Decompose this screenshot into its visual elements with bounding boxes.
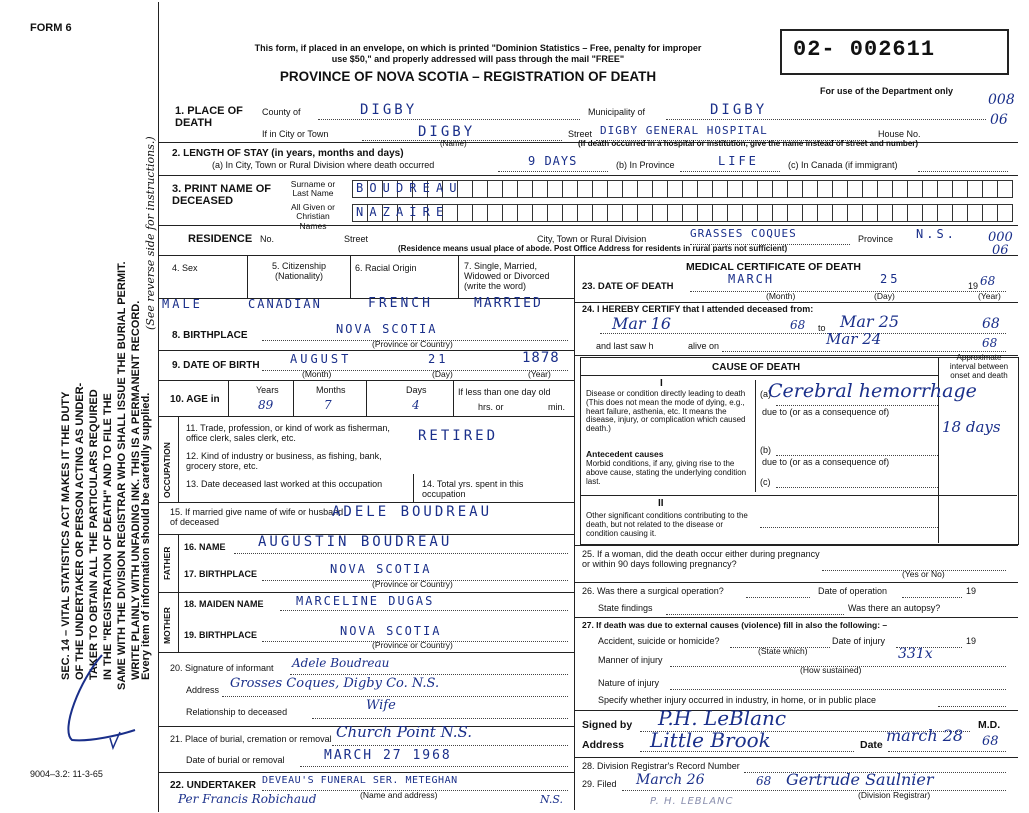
signature-date-year: 68 xyxy=(982,734,999,749)
registrar-signature: Gertrude Saulnier xyxy=(786,770,934,789)
father-birthplace-label: 17. BIRTHPLACE xyxy=(184,569,258,579)
registrar-caption: (Division Registrar) xyxy=(858,790,931,800)
interval-label: Approximate interval between onset and death xyxy=(949,353,1009,380)
rule xyxy=(413,474,414,502)
attended-to: Mar 25 xyxy=(840,312,900,331)
undertaker-province: N.S. xyxy=(540,793,564,806)
surname-value: BOUDREAU xyxy=(356,181,463,195)
sex-value: MALE xyxy=(162,297,203,311)
attended-to-year: 68 xyxy=(982,316,1000,332)
father-name-value: AUGUSTIN BOUDREAU xyxy=(258,534,453,550)
yes-no-caption: (Yes or No) xyxy=(902,569,945,579)
days-label: Days xyxy=(406,385,427,395)
residence-street-label: Street xyxy=(344,234,369,244)
rule xyxy=(158,592,178,593)
dept-code: 06 xyxy=(992,243,1009,258)
left-border xyxy=(158,2,159,812)
given-names-value: NAZAIRE xyxy=(356,205,450,219)
injury-code: 331x xyxy=(898,646,933,662)
place-of-death-label: 1. PLACE OF DEATH xyxy=(175,105,243,129)
street-label: Street xyxy=(568,129,593,139)
given-names-cells xyxy=(352,204,1013,222)
pregnancy-question: 25. If a woman, did the death occur either during pregnancy or within 90 days following pregnancy? xyxy=(582,549,820,569)
rule xyxy=(158,175,1018,176)
form-title: PROVINCE OF NOVA SCOTIA – REGISTRATION OF DEATH xyxy=(279,69,657,84)
physician-signature: P.H. LeBlanc xyxy=(658,706,787,730)
side-notice-line: TAKER TO OBTAIN ALL THE PARTICULARS REQUIRED xyxy=(88,389,100,680)
father-name-label: 16. NAME xyxy=(184,542,226,552)
how-sustained-caption: (How sustained) xyxy=(800,665,862,675)
residence-no-label: No. xyxy=(260,234,275,244)
residence-province-label: Province xyxy=(858,234,894,244)
rule xyxy=(580,375,938,376)
hrs-label: hrs. or xyxy=(478,402,504,412)
interval-a-value: 18 days xyxy=(942,418,1001,436)
informant-address: Grosses Coques, Digby Co. N.S. xyxy=(230,676,440,691)
last-saw-label: and last saw h xyxy=(596,341,654,351)
street-value: DIGBY GENERAL HOSPITAL xyxy=(600,124,768,137)
stay-a-label: (a) In City, Town or Rural Division where death occurred xyxy=(212,160,435,170)
industry-label: 12. Kind of industry or business, as fishing, bank, grocery store, etc. xyxy=(186,451,382,471)
rule xyxy=(574,617,1018,618)
undertaker-label: 22. UNDERTAKER xyxy=(170,780,256,791)
rule xyxy=(574,757,1018,758)
external-causes-label: 27. If death was due to external causes (violence) fill in also the following: – xyxy=(582,620,888,630)
day-caption: (Day) xyxy=(432,369,453,379)
mail-notice-line1: This form, if placed in an envelope, on which is printed "Dominion Statistics – Free, penalty for improper xyxy=(254,43,702,53)
cause-a-value: Cerebral hemorrhage xyxy=(768,380,977,402)
mother-birthplace-value: NOVA SCOTIA xyxy=(340,624,442,638)
filed-year: 68 xyxy=(756,774,772,788)
stay-b-value: LIFE xyxy=(718,154,759,168)
due-to-label-b: due to (or as a consequence of) xyxy=(762,457,890,467)
informant-address-label: Address xyxy=(186,685,220,695)
rule xyxy=(293,380,294,416)
undertaker-value: DEVEAU'S FUNERAL SER. METEGHAN xyxy=(262,775,458,786)
attended-from-year: 68 xyxy=(790,318,806,332)
birthplace-label: 8. BIRTHPLACE xyxy=(172,330,248,341)
state-findings-label: State findings xyxy=(598,603,653,613)
accident-label: Accident, suicide or homicide? xyxy=(598,636,720,646)
part-two-label: II xyxy=(658,498,664,509)
department-use: For use of the Department only xyxy=(820,86,954,96)
antecedent-label: Antecedent causes xyxy=(586,449,664,459)
mail-notice-line2: use $50," and properly addressed will pass through the mail "FREE" xyxy=(331,54,625,64)
rule xyxy=(178,416,179,502)
rule xyxy=(158,592,574,593)
undertaker-signature: Per Francis Robichaud xyxy=(178,792,317,806)
year-prefix-2: 19 xyxy=(966,636,977,646)
nature-of-injury-label: Nature of injury xyxy=(598,678,660,688)
rule xyxy=(158,350,574,351)
death-day: 25 xyxy=(880,272,901,286)
trade-label: 11. Trade, profession, or kind of work as fisherman, office clerk, sales clerk, etc. xyxy=(186,423,390,443)
last-saw-date: Mar 24 xyxy=(826,330,882,348)
rule xyxy=(350,255,351,298)
burial-place-label: 21. Place of burial, cremation or removal xyxy=(170,734,332,744)
rule xyxy=(158,255,1018,256)
cause-a-prefix: (a) xyxy=(760,389,771,399)
less-than-day-label: If less than one day old xyxy=(458,387,551,397)
last-saw-year: 68 xyxy=(982,336,998,350)
name-caption: (Name) xyxy=(440,139,467,148)
city-value: DIGBY xyxy=(418,124,476,140)
date-label: Date xyxy=(860,739,883,751)
occupation-section-label: OCCUPATION xyxy=(162,442,172,498)
rule xyxy=(178,534,179,652)
mother-birthplace-caption: (Province or Country) xyxy=(372,640,453,650)
rule xyxy=(453,380,454,416)
citizenship-label: 5. Citizenship (Nationality) xyxy=(271,261,327,281)
birthplace-caption: (Province or Country) xyxy=(372,339,453,349)
rule xyxy=(574,582,1018,583)
marital-status-label: 7. Single, Married, Widowed or Divorced (write the word) xyxy=(464,261,550,291)
residence-city-value: GRASSES COQUES xyxy=(690,227,797,240)
side-notice-line: (See reverse side for instructions.) xyxy=(144,136,157,330)
trade-value: RETIRED xyxy=(418,428,499,444)
rule xyxy=(458,255,459,298)
rule xyxy=(574,710,1018,711)
rule xyxy=(755,380,756,492)
part-one-label: I xyxy=(660,378,663,389)
sex-label: 4. Sex xyxy=(172,263,198,273)
given-names-label: All Given or Christian Names xyxy=(291,202,335,231)
year-caption: (Year) xyxy=(978,291,1001,301)
rule xyxy=(574,545,1018,546)
county-value: DIGBY xyxy=(360,102,418,118)
racial-origin-label: 6. Racial Origin xyxy=(355,263,417,273)
mother-maiden-label: 18. MAIDEN NAME xyxy=(184,599,264,609)
registration-number: 02- 002611 xyxy=(793,37,936,62)
stay-label: 2. LENGTH OF STAY (in years, months and days) xyxy=(172,148,404,159)
antecedent-description: Morbid conditions, if any, giving rise to the above cause, stating the underlying condition last. xyxy=(586,459,747,486)
age-days: 4 xyxy=(412,398,420,412)
spouse-value: ADELE BOUDREAU xyxy=(332,504,493,520)
father-birthplace-caption: (Province or Country) xyxy=(372,579,453,589)
municipality-value: DIGBY xyxy=(710,102,768,118)
rule xyxy=(366,380,367,416)
date-of-death-label: 23. DATE OF DEATH xyxy=(582,281,674,292)
burial-place-value: Church Point N.S. xyxy=(336,723,473,741)
other-conditions-label: Other significant conditions contributing to the death, but not related to the disease or condition causing it. xyxy=(586,511,748,538)
mother-maiden-value: MARCELINE DUGAS xyxy=(296,594,435,608)
min-label: min. xyxy=(548,402,566,412)
rule xyxy=(580,495,1017,496)
physician-address: Little Brook xyxy=(650,728,771,752)
rule xyxy=(228,380,229,416)
rule xyxy=(158,652,574,653)
signature-date: march 28 xyxy=(886,726,964,745)
specify-injury-label: Specify whether injury occurred in industry, in home, or in public place xyxy=(598,695,876,705)
burial-date-value: MARCH 27 1968 xyxy=(324,748,452,763)
rule xyxy=(158,502,574,503)
to-label: to xyxy=(818,323,826,333)
rule xyxy=(574,302,1018,303)
form-number: FORM 6 xyxy=(30,22,72,34)
cause-of-death-title: CAUSE OF DEATH xyxy=(712,362,801,373)
side-notice-line: OF THE UNDERTAKER OR PERSON ACTING AS UNDER- xyxy=(74,382,86,680)
division-record-label: 28. Division Registrar's Record Number xyxy=(582,761,740,771)
city-label: If in City or Town xyxy=(262,129,329,139)
operation-date-label: Date of operation xyxy=(818,586,888,596)
county-label: County of xyxy=(262,107,301,117)
dob-day: 21 xyxy=(428,352,449,366)
dob-year: 1878 xyxy=(522,350,560,366)
death-month: MARCH xyxy=(728,272,775,286)
direct-cause-label: Disease or condition directly leading to death (This does not mean the mode of dying, e.g., heart failure, asthenia, etc. It means the disease, injury, or complication which caused death.) xyxy=(586,389,746,434)
year-prefix: 19 xyxy=(966,586,977,596)
rule xyxy=(158,772,574,773)
side-notice-line: Every item of information should be carefully supplied. xyxy=(140,392,152,680)
dept-code: 008 xyxy=(988,92,1015,108)
side-notice-line: SEC. 14 – VITAL STATISTICS ACT MAKES IT THE DUTY xyxy=(60,391,72,680)
age-months: 7 xyxy=(324,398,332,412)
center-divider xyxy=(574,255,575,810)
year-caption: (Year) xyxy=(528,369,551,379)
racial-origin-value: FRENCH xyxy=(368,296,433,311)
stay-b-label: (b) In Province xyxy=(616,160,675,170)
residence-province-value: N.S. xyxy=(916,227,957,241)
due-to-label: due to (or as a consequence of) xyxy=(762,407,890,417)
last-worked-label: 13. Date deceased last worked at this occupation xyxy=(186,479,383,489)
print-code: 9004–3.2: 11-3-65 xyxy=(30,769,103,779)
rule xyxy=(247,255,248,298)
father-birthplace-value: NOVA SCOTIA xyxy=(330,562,432,576)
md-label: M.D. xyxy=(978,719,1001,731)
mother-birthplace-label: 19. BIRTHPLACE xyxy=(184,630,258,640)
residence-note: (Residence means usual place of abode. Post Office Address for residents in rural parts not sufficient) xyxy=(398,244,788,253)
cause-c-prefix: (c) xyxy=(760,477,771,487)
print-name-label: 3. PRINT NAME OF DECEASED xyxy=(172,183,272,208)
relationship-value: Wife xyxy=(366,698,396,713)
cause-b-prefix: (b) xyxy=(760,445,771,455)
dob-label: 9. DATE OF BIRTH xyxy=(172,360,260,371)
house-label: House No. xyxy=(878,129,921,139)
filed-label: 29. Filed xyxy=(582,779,617,789)
autopsy-question: Was there an autopsy? xyxy=(848,603,941,613)
marital-status-value: MARRIED xyxy=(474,296,543,311)
citizenship-value: CANADIAN xyxy=(248,297,322,311)
manner-of-injury-label: Manner of injury xyxy=(598,655,663,665)
father-section-label: FATHER xyxy=(162,546,172,580)
place-note: (If death occurred in a hospital or institution, give the name instead of street and number) xyxy=(578,139,919,148)
side-notice-line: SAME WITH THE DIVISION REGISTRAR WHO SHALL ISSUE THE BURIAL PERMIT. xyxy=(116,261,128,690)
side-notice-line: IN THE "REGISTRATION OF DEATH" AND TO FILE THE xyxy=(102,393,114,680)
medical-certificate-title: MEDICAL CERTIFICATE OF DEATH xyxy=(686,261,861,273)
age-label: 10. AGE in xyxy=(170,394,220,405)
municipality-label: Municipality of xyxy=(588,107,646,117)
attended-from: Mar 16 xyxy=(612,314,672,333)
stay-c-label: (c) In Canada (if immigrant) xyxy=(788,160,898,170)
residence-label: RESIDENCE xyxy=(188,233,253,245)
month-caption: (Month) xyxy=(302,369,332,379)
months-label: Months xyxy=(316,385,346,395)
certify-label: 24. I HEREBY CERTIFY that I attended deceased from: xyxy=(582,304,814,314)
stay-a-value: 9 DAYS xyxy=(528,154,578,168)
birthplace-value: NOVA SCOTIA xyxy=(336,322,438,336)
rule xyxy=(158,416,574,417)
spouse-label: 15. If married give name of wife or husband of deceased xyxy=(170,507,344,527)
month-caption: (Month) xyxy=(766,291,796,301)
total-years-label: 14. Total yrs. spent in this occupation xyxy=(422,479,524,499)
state-which-caption: (State which) xyxy=(758,646,808,656)
dept-code: 000 xyxy=(988,230,1013,245)
mother-section-label: MOTHER xyxy=(162,607,172,644)
undertaker-caption: (Name and address) xyxy=(360,790,438,800)
burial-date-label: Date of burial or removal xyxy=(186,755,285,765)
dob-month: AUGUST xyxy=(290,352,352,366)
registrar-mark xyxy=(40,640,150,760)
physician-address-label: Address xyxy=(582,739,625,751)
injury-date-label: Date of injury xyxy=(832,636,886,646)
residence-city-label: City, Town or Rural Division xyxy=(537,234,647,244)
side-notice-line: WRITE PLAINLY WITH UNFADING INK. THIS IS A PERMANENT RECORD. xyxy=(130,300,142,680)
death-year-prefix: 19 xyxy=(968,281,979,291)
surgery-question: 26. Was there a surgical operation? xyxy=(582,586,724,596)
informant-signature-label: 20. Signature of informant xyxy=(170,663,274,673)
physician-stamp: P. H. LEBLANC xyxy=(650,796,734,807)
dept-code: 06 xyxy=(990,112,1008,128)
death-year: 68 xyxy=(980,274,996,288)
filed-date: March 26 xyxy=(636,772,705,788)
years-label: Years xyxy=(256,385,279,395)
surname-label: Surname or Last Name xyxy=(290,179,336,199)
day-caption: (Day) xyxy=(874,291,895,301)
age-years: 89 xyxy=(258,398,274,412)
signed-by-label: Signed by xyxy=(582,719,633,731)
informant-signature: Adele Boudreau xyxy=(292,656,390,670)
relationship-label: Relationship to deceased xyxy=(186,707,288,717)
alive-on-label: alive on xyxy=(688,341,720,351)
